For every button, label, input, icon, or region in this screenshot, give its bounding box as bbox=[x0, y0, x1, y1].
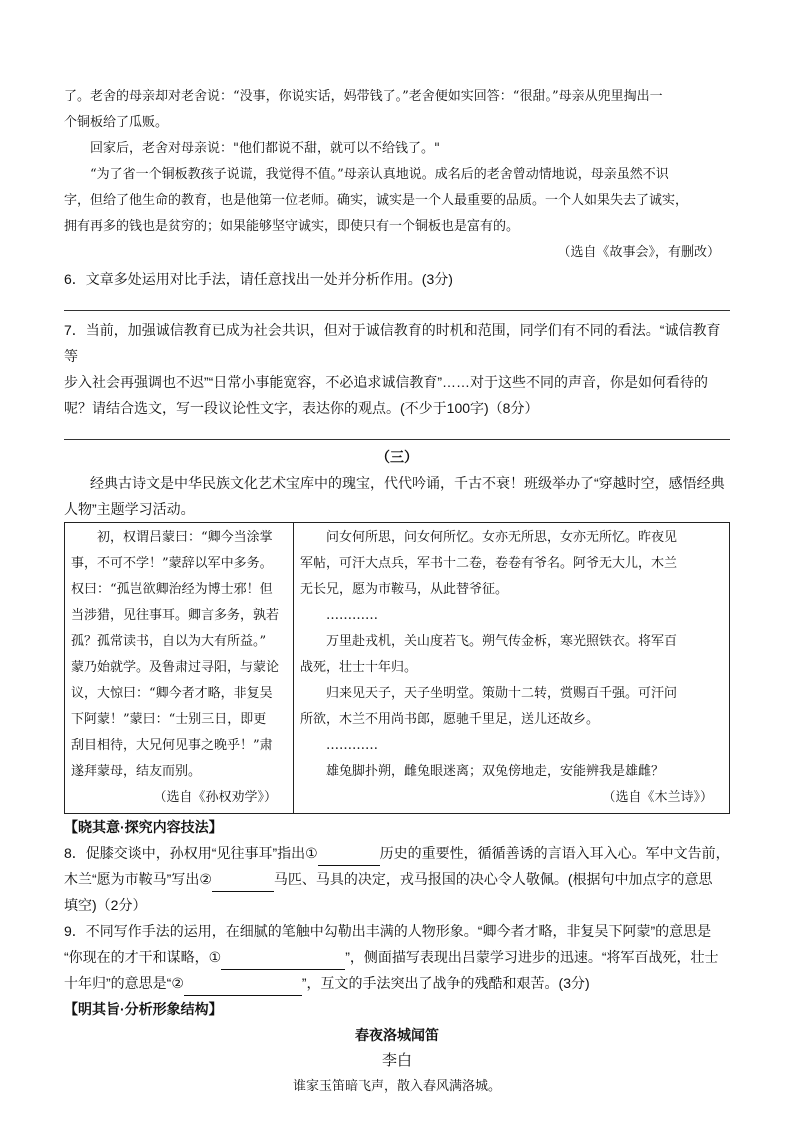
passage-source: （选自《故事会》，有删改） bbox=[557, 245, 720, 260]
question-9-line: 9．不同写作手法的运用，在细腻的笔触中勾勒出丰满的人物形象。“卿今者才略，非复吴下阿蒙”的意思是 bbox=[64, 923, 712, 939]
text-line: 雄兔脚扑朔，雌兔眼迷离；双兔傍地走，安能辨我是雄雌？ bbox=[326, 764, 665, 779]
question-7-line: 步入社会再强调也不迟”“日常小事能宽容，不必追求诚信教育”……对于这些不同的声音，你是如何看待的 bbox=[64, 374, 708, 390]
question-7-line: 7．当前，加强诚信教育已成为社会共识，但对于诚信教育的时机和范围，同学们有不同的看法。“诚信教育等 bbox=[64, 322, 721, 364]
right-source: （选自《木兰诗》） bbox=[602, 790, 713, 805]
text-line: 蒙乃始就学。及鲁肃过寻阳，与蒙论 bbox=[71, 660, 280, 675]
passage-line: 拥有再多的钱也是贫穷的；如果能够坚守诚实，即使只有一个铜板也是富有的。 bbox=[64, 219, 520, 234]
exam-page bbox=[64, 84, 730, 1100]
text-line: 万里赴戎机，关山度若飞。朔气传金柝，寒光照铁衣。将军百 bbox=[326, 634, 678, 649]
left-source: （选自《孙权劝学》） bbox=[153, 790, 277, 805]
text-line: 当涉猎，见往事耳。卿言多务，孰若 bbox=[71, 608, 280, 623]
answer-blank[interactable] bbox=[318, 847, 380, 866]
answer-blank[interactable] bbox=[221, 951, 345, 970]
text-line: 刮目相待，大兄何见事之晚乎！”肃 bbox=[71, 738, 273, 753]
right-text-cell bbox=[294, 523, 730, 814]
text-line: 下阿蒙！”蒙曰：“士别三日，即更 bbox=[71, 712, 267, 727]
question-8-line: 填空)（2分） bbox=[64, 897, 147, 913]
answer-line[interactable] bbox=[64, 439, 730, 440]
section-heading: （三） bbox=[376, 449, 418, 465]
question-8-line: 8．促膝交谈中，孙权用“见往事耳”指出① 历史的重要性，循循善诱的言语入耳入心。军中文告前， bbox=[64, 840, 730, 866]
section-intro: 经典古诗文是中华民族文化艺术宝库中的瑰宝，代代吟诵，千古不衰！班级举办了“穿越时空，感悟经典 bbox=[90, 475, 725, 491]
text-line: 所欲，木兰不用尚书郎，愿驰千里足，送儿还故乡。 bbox=[300, 712, 600, 727]
text-line: 问女何所思，问女何所忆。女亦无所思，女亦无所忆。昨夜见 bbox=[326, 530, 678, 545]
subsection-title: 【晓其意·探究内容技法】 bbox=[64, 819, 223, 835]
passage-paragraph: 回家后，老舍对母亲说："他们都说不甜，就可以不给钱了。" bbox=[90, 141, 440, 156]
text-line: 事，不可不学！”蒙辞以军中多务。 bbox=[71, 556, 273, 571]
answer-blank[interactable] bbox=[212, 873, 274, 892]
poem-author: 李白 bbox=[381, 1052, 412, 1069]
question-6: 6．文章多处运用对比手法，请任意找出一处并分析作用。(3分) bbox=[64, 271, 453, 287]
question-9-line: “你现在的才干和谋略，① ”，侧面描写表现出吕蒙学习进步的迅速。“将军百战死，壮士 bbox=[64, 944, 730, 970]
text-line: 孤？孤常读书，自以为大有所益。” bbox=[71, 634, 267, 649]
ellipsis-line: ………… bbox=[326, 738, 378, 753]
passage-line: “为了省一个铜板教孩子说谎，我觉得不值。”母亲认真地说。成名后的老舍曾动情地说，母亲虽然不识 bbox=[90, 167, 669, 182]
text-line: 归来见天子，天子坐明堂。策勋十二转，赏赐百千强。可汗问 bbox=[326, 686, 678, 701]
text-line: 议，大惊曰：“卿今者才略，非复吴 bbox=[71, 686, 273, 701]
text-line: 军帖，可汗大点兵，军书十二卷，卷卷有爷名。阿爷无大儿，木兰 bbox=[300, 556, 678, 571]
passage-line: 个铜板给了瓜贩。 bbox=[64, 115, 169, 130]
text-line: 战死，壮士十年归。 bbox=[300, 660, 418, 675]
text-line: 遂拜蒙母，结友而别。 bbox=[71, 764, 202, 779]
poem-title: 春夜洛城闻笛 bbox=[355, 1027, 439, 1043]
poem-line: 谁家玉笛暗飞声，散入春风满洛城。 bbox=[292, 1079, 501, 1094]
passage-line: 字，但给了他生命的教育，也是他第一位老师。确实，诚实是一个人最重要的品质。一个人如果失去了诚实， bbox=[64, 193, 689, 208]
text-line: 初，权谓吕蒙曰：“卿今当涂掌 bbox=[97, 530, 273, 545]
passage-line: 了。老舍的母亲却对老舍说：“没事，你说实话，妈带钱了。”老舍便如实回答：“很甜。”母亲从兜里掏出一 bbox=[64, 89, 663, 104]
answer-blank[interactable] bbox=[184, 977, 302, 996]
ellipsis-line: ………… bbox=[326, 608, 378, 623]
section-intro: 人物”主题学习活动。 bbox=[64, 501, 195, 517]
question-8-line: 木兰“愿为市鞍马”写出② 马匹、马具的决定，戎马报国的决心令人敬佩。(根据句中加点字的意思 bbox=[64, 866, 730, 892]
text-line: 权曰：“孤岂欲卿治经为博士邪！但 bbox=[71, 582, 273, 597]
question-9-line: 十年归”的意思是“② ”，互文的手法突出了战争的残酷和艰苦。(3分) bbox=[64, 970, 730, 996]
left-text-cell bbox=[65, 523, 294, 814]
text-line: 无长兄，愿为市鞍马，从此替爷征。 bbox=[300, 582, 509, 597]
question-7-line: 呢？请结合选文，写一段议论性文字，表达你的观点。(不少于100字)（8分） bbox=[64, 400, 539, 416]
comparison-table bbox=[64, 522, 730, 814]
subsection-title: 【明其旨·分析形象结构】 bbox=[64, 1001, 223, 1017]
